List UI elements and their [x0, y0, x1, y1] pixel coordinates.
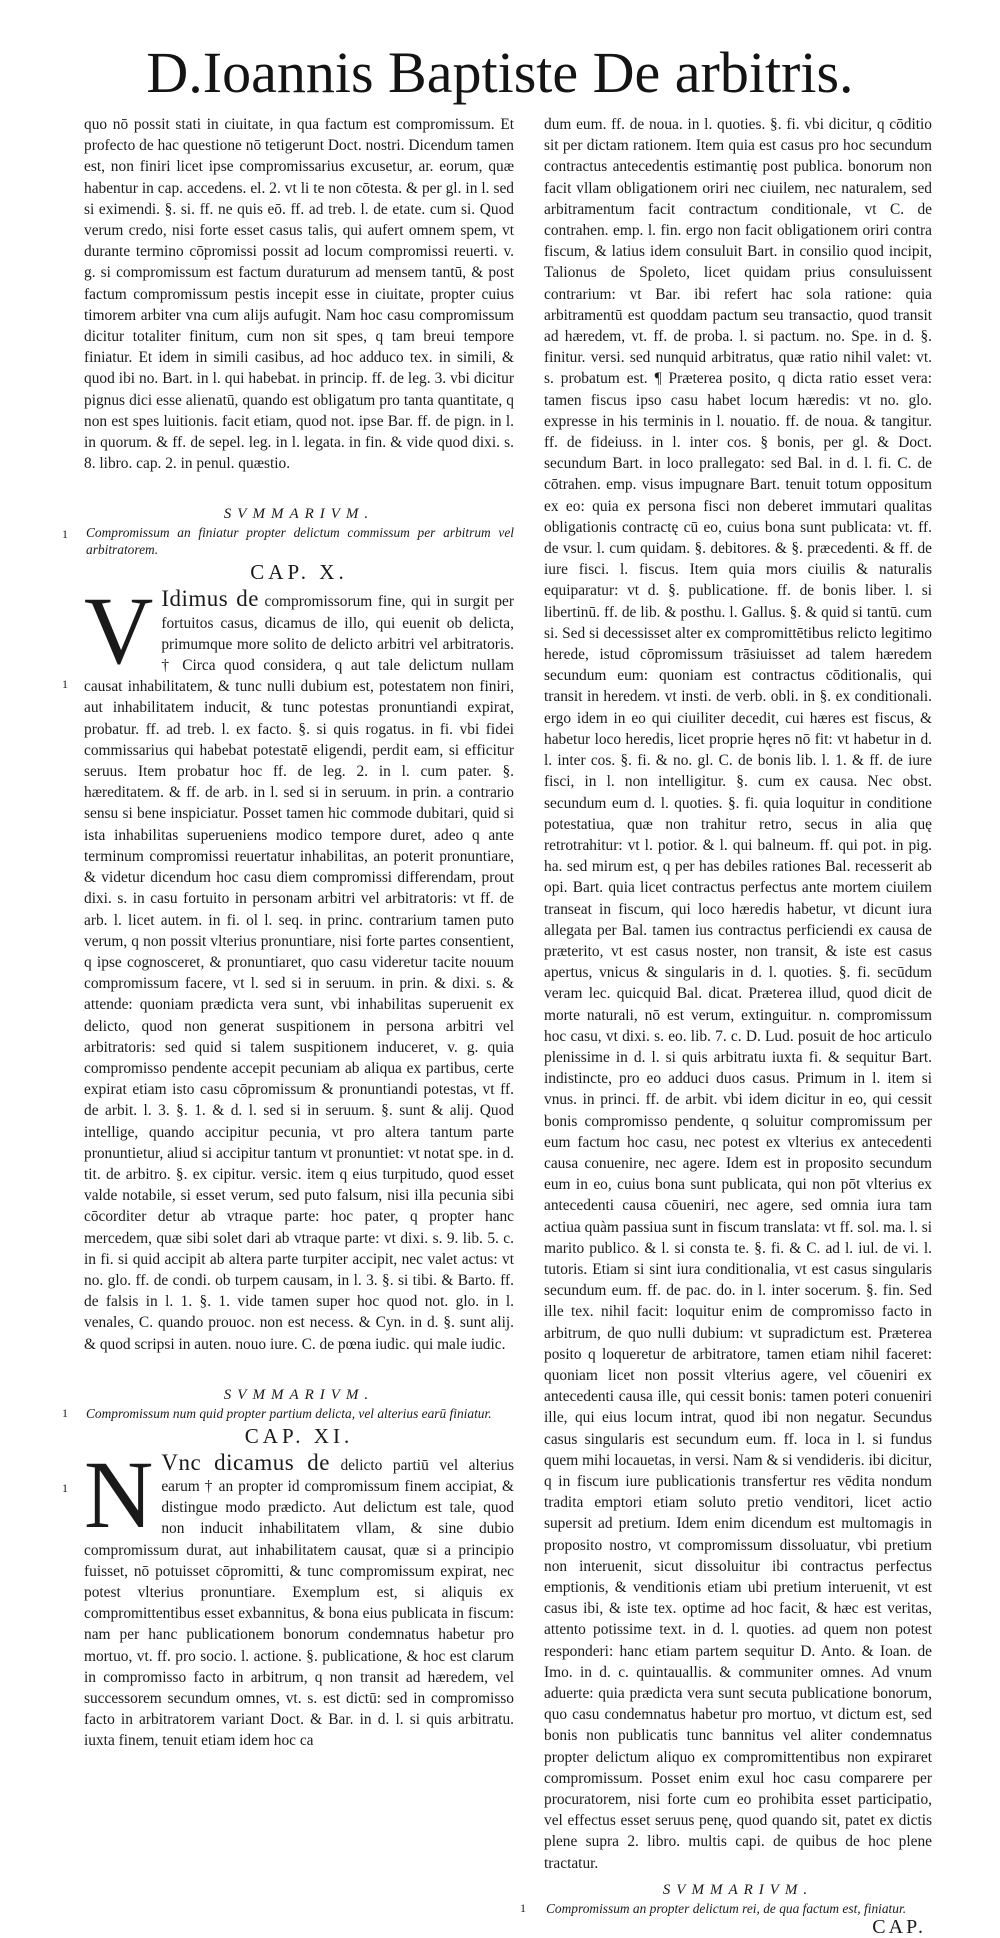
catchword: CAP.	[872, 1915, 926, 1938]
summary-heading: SVMMARIVM.	[223, 506, 375, 523]
summary-block-cap-x	[62, 504, 514, 558]
summary-line	[62, 524, 514, 558]
summary-block-cap-xi	[62, 1385, 514, 1422]
chapter-xi-text: delicto partiū vel alterius earum † an propter id compromissum finem accipiat, & distingue modo prædicto. Aut delictum est tale, quod non inducit inhabilitatem vllam, & sine dubio compromissum durat, aut inhabilitatem causat, quæ si a principio fuisset, nō potuisset cōpromitti, & tunc compromissum expirat, nec potest vlterius pronuntiare. Exemplum est, si aliquis ex compromittentibus esset exbannitus, & bona eius publicata in fiscum: nam per hanc publicationem bonorum condemnatus habetur pro mortuo, vt. ff. pro socio. l. actione. §. publicatione, & hoc est clarum in compromisso facto in arbitrum, q non transit ad hæredem, vel successorem secundum omnes, vt. s. est dictū: sed in compromisso facto in arbitratorem variant Doct. & Bar. in d. l. si quis arbitratu. iuxta finem, tenuit etiam idem hoc ca	[84, 1456, 514, 1750]
margin-number: 1	[520, 1900, 526, 1915]
chapter-lead-words: Vnc dicamus de	[161, 1449, 330, 1475]
left-paragraph-1: quo nō possit stati in ciuitate, in qua factum est compromissum. Et profecto de hac questione nō tetigerunt Doct. nostri. Dicendum tamen est, non finiri licet ipse compromissarius excusetur, ar. eorum, quæ habentur in cap. accedens. el. 2. vt li te non cōtesta. & per gl. in l. sed si eximendi. §. si. ff. ne quis eō. ff. ad treb. l. de etate. cum si. Quod verum credo, nisi forte esset casus talis, qui aufert omnem spem, vt durante termino cōpromissi possit ad locum compromissi reuerti. v. g. si compromissum est factum duraturum ad mensem tantū, & post factum compromissum pestis incepit esse in ciuitate, propter cuius timorem arbiter vna cum alijs aufugit. Nam hoc casu compromissum dicitur totaliter finitum, cum non sit spes, q tam breui tempore finiatur. Et idem in simili casibus, ad hoc adduco tex. in simili, & quod ibi no. Bart. in l. qui habebat. in princip. ff. de leg. 3. vbi dicitur pignus dici esse alienatū, quando est obligatum pro tanta quantitate, q non est spes luitionis. facit etiam, quod not. ipse Bar. ff. de pign. in l. in quorum. & ff. de sepel. leg. in l. legata. in fin. & vide quod dixi. s. 8. libro. cap. 2. in penul. quæstio.	[84, 116, 514, 473]
chapter-x-body	[62, 577, 514, 1354]
drop-cap: V	[84, 577, 154, 685]
summary-line	[520, 1900, 932, 1917]
margin-number: 1	[62, 1405, 68, 1420]
summary-text: Compromissum num quid propter partium delicta, vel alterius earū finiatur.	[86, 1405, 492, 1421]
chapter-title-x: CAP. X.	[250, 560, 348, 585]
chapter-title-xi: CAP. XI.	[244, 1423, 354, 1448]
right-column	[520, 114, 932, 1938]
summary-text: Compromissum an finiatur propter delictum commissum per arbitrum vel arbitratorem.	[86, 525, 514, 558]
summary-text: Compromissum an propter delictum rei, de qua factum est, finiatur.	[546, 1900, 907, 1916]
drop-cap: N	[84, 1440, 154, 1548]
chapter-x-text: compromissorum fine, qui in surgit per fortuitos casus, dicamus de illo, qui euenit ob delicta, primumque more solito de delicto arbitri vel arbitratoris. † Circa quod considera, q aut tale delictum nullam causat inhabilitatem, & tunc nulli dubium est, potestatem non finiri, aut inhabilitatem inducit, & tunc potestas pronuntiandi expirat, probatur. ff. ad treb. l. ex facto. §. si quis rogatus. in fi. vbi fidei commissarius qui habebat potestatē eligendi, perdit eam, si efficitur seruus. Item probatur hoc ff. de leg. 2. in l. cum pater. §. hæreditatem. & ff. de arb. in l. sed si in seruum. in prin. a contrario sensu si bene inspiciatur. Posset tamen hic commode dubitari, quid si ista inhabilitas superueniens modico tempore duret, adeo q ante terminum compromissi reuertatur inhabilitas, an poterit pronuntiare, & videtur dicendum hoc casu diem compromissi differendam, prout dixi. s. in casu fortuito in personam arbitri vel arbitratoris: vt ff. de arb. l. licet autem. in fi. ol l. seq. in princ. contrarium tamen puto verum, q non possit vlterius pronuntiare, nisi forte partes consentient, q ipse cognosceret, & pronuntiaret, quo casu videretur tacite nouum compromissum facere, vt l. sed si in seruum. in prin. & dixi. s. & attende: quoniam prædicta vera sunt, vbi inhabilitas superuenit ex delicto, quod non generat suspitionem in persona arbitri vel arbitratoris: sed quid si talem suspitionem induceret, v. g. quia compromisso pendente accepit pecuniam ab aliqua ex partibus, certe expirat etiam isto casu cōpromissum & pronuntiandi potestas, vt ff. de arbit. l. 3. §. 1. & d. l. sed si in seruum. §. sunt & alij. Quod intellige, quando accipitur pecunia, vt pro altera tantum parte pronuntietur, aliud si accipitur tantum vt pronuntiet: vt notat spe. in d. tit. de arbitro. §. ex cipitur. versic. item q eius turpitudo, quod esset valde notabile, si esset verum, sed puto falsum, nisi illa pecunia sibi cōcorditer detur ab vtraque parte: hoc pater, q propter hanc mercedem, quæ sibi solet dari ab vtraque parte: vt dixi. s. 9. lib. 5. c. in fi. si quid accipit ab altera parte turpiter accipit, nec valet actus: vt no. glo. ff. de condi. ob turpem causam, in l. 3. §. si tibi. & Barto. ff. de falsis in l. 1. §. 1. vide tamen super hoc quod not. glo. in l. venales, C. quando prouoc. non est necess. & Cyn. in d. §. sunt alij. & quod scripsi in auten. nouo iure. C. de pœna iudic. qui male iudic.	[84, 593, 514, 1353]
margin-number: 1	[62, 1480, 68, 1495]
running-head: D.Ioannis Baptiste De arbitris.	[146, 40, 854, 105]
chapter-lead-words: Idimus de	[161, 586, 259, 612]
summary-line	[62, 1405, 514, 1422]
summary-heading: SVMMARIVM.	[223, 1386, 375, 1403]
right-paragraph-1: dum eum. ff. de noua. in l. quoties. §. fi. vbi dicitur, q cōditio sit per dictam rationem. Item quia est casus pro hoc secundum contractus antecedentis estimantię post publica. bonorum non facit vllam obligationem oriri nec ciuilem, nec naturalem, sed arbitramentum facit contractum conditionale, vt C. de contrahen. emp. l. fin. ergo non facit obligationem oriri contra fiscum, & latius idem consuluit Bart. in consilio quod incipit, Talionus de Spoleto, licet quidam prius consuluissent contrarium: vt Bar. ibi refert hac sola ratione: quia arbitramentū est quoddam pactum seu transactio, quod transit ad hæredem, vt. ff. de proba. l. si pactum. no. Spe. in d. §. finitur. versi. sed nunquid arbitratus, quæ ratio nihil valet: vt. s. probatum est. ¶ Præterea posito, q dicta ratio esset vera: tamen fiscus ipso casu habet locum hæredis: vt no. glo. expresse in his terminis in l. nouatio. ff. de noua. & tangitur. ff. de fideiuss. in l. inter cos. § bonis, per gl. & Doct. secundum Bart. in loco prallegato: sed Bal. in d. l. fi. C. de cōtrahen. emp. visus impugnare Bart. tenuit totum oppositum ex eo: quia ex persona fisci non deberet immutari qualitas obligationis contractę cū eo, cuius bona sunt publicata: vt. ff. de vsur. l. cum quidam. §. debitores. & §. præcedenti. & ff. de iure fisci. l. fiscus. Item quia mors ciuilis & naturalis equiparatur: vt d. §. publicatione. ff. de bonis liber. l. si libertinū. ff. de lib. & posthu. l. Gallus. §. & quid si tantū. cum si. Sed si decessisset alter ex compromittētibus relicto legitimo herede, istud cōpromissum trāsiuisset ad talem hæredem secundum eum: quoniam est contractus cōditionalis, qui transit in heredem. vt insti. de verb. obli. in §. ex conditionali. ergo idem in eo qui ciuiliter decedit, cui hæres est fiscus, & habetur loco heredis, licet proprie hęres nō fit: vt habetur in d. l. inter cos. §. fi. & no. gl. C. de bonis lib. l. 1. & ff. de iure fisci, in l. non intelligitur. §. cum ex causa. Nec obst. secundum eum d. l. quoties. §. fi. quia loquitur in conditione potestatiua, quæ non trahitur retro, secus in alia quę retrotrahitur: vt l. potior. & l. qui balneum. ff. qui pot. in pig. ha. sed mirum est, q per has debiles rationes Bal. recesserit ab opi. Bart. quia licet contractus perfectus ante mortem ciuilem transeat in fiscum, qui loco hæredis habetur, vt dicunt iura allegata per Bal. tamen ius contractus perficiendi ex causa de præterito, vt est casus noster, non transit, & iste est casus apertus, vnicus & singularis in d. l. quoties. §. fi. secūdum veram lec. quicquid Bal. dicat. Præterea illud, quod dicit de morte naturali, nō est verum, extinguitur. n. compromissum hoc casu, vt dixi. s. eo. lib. 7. c. D. Lud. posuit de hoc articulo plenissime in d. l. si quis arbitratu iuxta fi. & sequitur Bart. indistincte, pro eo adduci duos casus. Primum in l. item si vnus. in princi. ff. de arbit. vbi idem dicitur in eo, qui cessit bonis compromisso pendente, q soluitur compromissum per eum factum hoc casu, nec potest ex vlterius ex antecedenti causa conuenire, nec agere. Idem est in proposito secundum eum in eo, cuius bona sunt publicata, qui non pōt vlterius ex antecedenti causa cōueniri, nec agere, sed omnia iura tam actiua quàm passiua sunt in fiscum translata: vt ff. sol. ma. l. si marito publico. & l. si consta te. §. fi. & C. ad l. iul. de vi. l. tutoris. Etiam si sint iura conditionalia, vt est casus singularis secundum eum. ff. de pac. do. in l. inter socerum. §. fin. Sed ille tex. nihil facit: loquitur enim de compromisso facto in arbitrum, de quo nulli dubium: vt supradictum est. Præterea posito q loqueretur de arbitratore, tamen etiam nihil faceret: quoniam licet non possit vlterius agere, vel cōueniri ex antecedenti causa ille, qui cessit bonis: tamen poteri conueniri ille, qui eius locum intrat, quod ibi non negatur. Secundus casus singularis est secundum eum. ff. loca in l. si fundus quem mihi locauetas, in versi. Nam & si vendideris. ibi dicitur, q in fiscum iure publicationis transfertur res vēdita nondum tradita emptori etiam soluto pretio venditori, licet actio supersit ad pretium. Idem enim dicendum est multomagis in proposito nostro, vt compromissum dissoluatur, vbi pretium non interuenit, sicut dissoluitur ibi contractus perfectus emptionis, & venditionis etiam ubi pretium interuenit, vt est casus ibi, & iste tex. optime ad hoc facit, & hæc est veritas, attento potissime text. in d. l. quoties. ad quem non potest responderi: hanc etiam partem sequitur D. Anto. & Ioan. de Imo. in d. c. quintauallis. & communiter omnes. Ad vnum aduerte: quia prædicta vera sunt secuta publicatione bonorum, quo casu condemnatus habetur pro mortuo, vt dictum est, sed bonis non publicatis tunc bannitus vel aliter condemnatus propter delictum aliquo ex compromittentibus non expiraret compromissum. Posset enim exul hoc casu comparere per procuratorem, nisi forte cum eo prohibita esset participatio, vel effectus esset seruus penę, quod quando sit, patet ex dictis plene supra 2. libro. multis capi. de quibus de hoc plene tractatur.	[544, 116, 932, 1872]
margin-number: 1	[62, 527, 68, 542]
summary-block-next-chapter	[520, 1880, 932, 1917]
chapter-xi-body	[62, 1440, 514, 1752]
margin-number: 1	[62, 677, 68, 692]
left-column	[62, 114, 514, 1752]
summary-heading: SVMMARIVM.	[662, 1881, 814, 1898]
